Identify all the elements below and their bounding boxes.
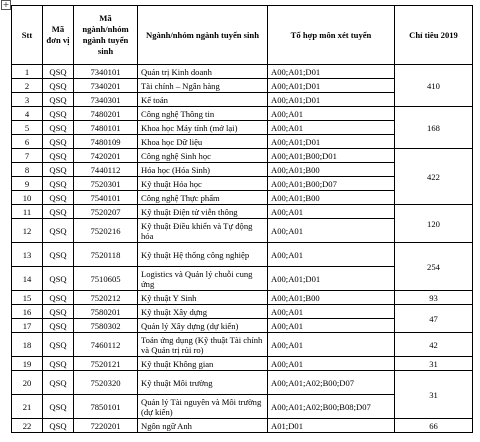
row-quota: 31 (395, 371, 473, 419)
row-name: Quản trị Kinh doanh (138, 65, 268, 79)
row-combo: A00;A01;D01 (268, 267, 395, 291)
row-name: Kỹ thuật Môi trường (138, 371, 268, 395)
row-stt: 10 (12, 191, 43, 205)
row-name: Logistics và Quản lý chuỗi cung ứng (138, 267, 268, 291)
row-stt: 16 (12, 305, 43, 319)
row-stt: 2 (12, 79, 43, 93)
header-major-name: Ngành/nhóm ngành tuyển sinh (138, 6, 268, 65)
row-stt: 6 (12, 135, 43, 149)
row-quota: 93 (395, 291, 473, 305)
row-code: 7520216 (74, 219, 138, 243)
row-name: Hóa học (Hóa Sinh) (138, 163, 268, 177)
row-combo: A00;A01 (268, 357, 395, 371)
row-name: Kỹ thuật Điện tử viễn thông (138, 205, 268, 219)
row-unit: QSQ (43, 149, 74, 163)
row-quota: 410 (395, 65, 473, 107)
row-stt: 3 (12, 93, 43, 107)
row-unit: QSQ (43, 243, 74, 267)
row-name: Công nghệ Thực phẩm (138, 191, 268, 205)
row-quota: 47 (395, 305, 473, 333)
row-code: 7460112 (74, 333, 138, 357)
header-unit-code: Mã đơn vị (43, 6, 74, 65)
row-name: Kỹ thuật Hệ thống công nghiệp (138, 243, 268, 267)
row-name: Kế toán (138, 93, 268, 107)
row-code: 7580302 (74, 319, 138, 333)
table-row (12, 357, 473, 371)
row-unit: QSQ (43, 371, 74, 395)
table-row (12, 419, 473, 433)
row-name: Tài chính – Ngân hàng (138, 79, 268, 93)
row-combo: A00;A01;D01 (268, 135, 395, 149)
row-stt: 19 (12, 357, 43, 371)
row-stt: 20 (12, 371, 43, 395)
row-unit: QSQ (43, 319, 74, 333)
row-combo: A01;D01 (268, 419, 395, 433)
row-stt: 7 (12, 149, 43, 163)
row-unit: QSQ (43, 191, 74, 205)
row-unit: QSQ (43, 177, 74, 191)
row-stt: 9 (12, 177, 43, 191)
row-unit: QSQ (43, 93, 74, 107)
row-name: Toán ứng dụng (Kỹ thuật Tài chính và Quản trị rủi ro) (138, 333, 268, 357)
row-name: Kỹ thuật Xây dựng (138, 305, 268, 319)
row-combo: A00;A01;B00 (268, 163, 395, 177)
row-quota: 422 (395, 149, 473, 205)
row-code: 7520320 (74, 371, 138, 395)
header-quota: Chỉ tiêu 2019 (395, 6, 473, 65)
row-combo: A00;A01 (268, 205, 395, 219)
row-unit: QSQ (43, 333, 74, 357)
row-unit: QSQ (43, 79, 74, 93)
row-code: 7480101 (74, 121, 138, 135)
row-unit: QSQ (43, 305, 74, 319)
row-combo: A00;A01 (268, 319, 395, 333)
row-name: Công nghệ Thông tin (138, 107, 268, 121)
admissions-table (11, 5, 473, 433)
row-quota: 42 (395, 333, 473, 357)
row-combo: A00;A01 (268, 121, 395, 135)
row-code: 7440112 (74, 163, 138, 177)
row-stt: 22 (12, 419, 43, 433)
header-major-code: Mã ngành/nhóm ngành tuyển sinh (74, 6, 138, 65)
table-move-handle-icon[interactable]: + (2, 0, 10, 9)
row-combo: A00;A01;D01 (268, 79, 395, 93)
row-stt: 14 (12, 267, 43, 291)
row-combo: A00;A01 (268, 305, 395, 319)
row-combo: A00;A01;B00;D01 (268, 149, 395, 163)
table-row (12, 243, 473, 267)
row-stt: 13 (12, 243, 43, 267)
row-combo: A00;A01 (268, 333, 395, 357)
row-code: 7480201 (74, 107, 138, 121)
row-stt: 5 (12, 121, 43, 135)
table-row (12, 305, 473, 319)
row-quota: 31 (395, 357, 473, 371)
row-combo: A00;A01;A02;B00;D07 (268, 371, 395, 395)
row-quota: 254 (395, 243, 473, 291)
row-name: Kỹ thuật Không gian (138, 357, 268, 371)
row-name: Kỹ thuật Hóa học (138, 177, 268, 191)
row-code: 7520118 (74, 243, 138, 267)
table-row (12, 205, 473, 219)
row-stt: 8 (12, 163, 43, 177)
row-code: 7480109 (74, 135, 138, 149)
row-name: Công nghệ Sinh học (138, 149, 268, 163)
row-code: 7220201 (74, 419, 138, 433)
row-unit: QSQ (43, 121, 74, 135)
header-subject-combo: Tổ hợp môn xét tuyển (268, 6, 395, 65)
row-quota: 168 (395, 107, 473, 149)
row-stt: 18 (12, 333, 43, 357)
row-code: 7340201 (74, 79, 138, 93)
row-code: 7520121 (74, 357, 138, 371)
row-code: 7850101 (74, 395, 138, 419)
row-combo: A00;A01;B00;D07 (268, 177, 395, 191)
row-code: 7520207 (74, 205, 138, 219)
row-quota: 120 (395, 205, 473, 243)
row-combo: A00;A01;B00 (268, 191, 395, 205)
table-row (12, 333, 473, 357)
row-stt: 4 (12, 107, 43, 121)
row-name: Khoa học Máy tính (mở lại) (138, 121, 268, 135)
row-unit: QSQ (43, 205, 74, 219)
row-unit: QSQ (43, 163, 74, 177)
row-combo: A00;A01;D01 (268, 65, 395, 79)
row-unit: QSQ (43, 395, 74, 419)
row-unit: QSQ (43, 219, 74, 243)
row-combo: A00;A01;A02;B00;B08;D07 (268, 395, 395, 419)
row-stt: 1 (12, 65, 43, 79)
row-code: 7520301 (74, 177, 138, 191)
row-stt: 12 (12, 219, 43, 243)
row-combo: A00;A01 (268, 107, 395, 121)
row-unit: QSQ (43, 107, 74, 121)
row-name: Kỹ thuật Điều khiển và Tự động hóa (138, 219, 268, 243)
row-unit: QSQ (43, 357, 74, 371)
row-code: 7340301 (74, 93, 138, 107)
table-row (12, 65, 473, 79)
header-stt: Stt (12, 6, 43, 65)
row-combo: A00;A01;B00 (268, 291, 395, 305)
row-unit: QSQ (43, 65, 74, 79)
row-name: Quản lý Xây dựng (dự kiến) (138, 319, 268, 333)
row-code: 7540101 (74, 191, 138, 205)
row-name: Khoa học Dữ liệu (138, 135, 268, 149)
row-name: Kỹ thuật Y Sinh (138, 291, 268, 305)
row-code: 7340101 (74, 65, 138, 79)
table-row (12, 149, 473, 163)
row-unit: QSQ (43, 267, 74, 291)
row-code: 7510605 (74, 267, 138, 291)
row-stt: 15 (12, 291, 43, 305)
row-code: 7520212 (74, 291, 138, 305)
row-combo: A00;A01;D01 (268, 93, 395, 107)
row-stt: 11 (12, 205, 43, 219)
row-name: Ngôn ngữ Anh (138, 419, 268, 433)
table-row (12, 371, 473, 395)
row-unit: QSQ (43, 135, 74, 149)
row-stt: 21 (12, 395, 43, 419)
row-combo: A00;A01 (268, 219, 395, 243)
row-name: Quản lý Tài nguyên và Môi trường (dự kiến) (138, 395, 268, 419)
row-combo: A00;A01 (268, 243, 395, 267)
row-unit: QSQ (43, 291, 74, 305)
row-quota: 66 (395, 419, 473, 433)
table-row (12, 107, 473, 121)
row-code: 7580201 (74, 305, 138, 319)
row-code: 7420201 (74, 149, 138, 163)
table-header-row (12, 6, 473, 65)
row-stt: 17 (12, 319, 43, 333)
row-unit: QSQ (43, 419, 74, 433)
table-row (12, 291, 473, 305)
